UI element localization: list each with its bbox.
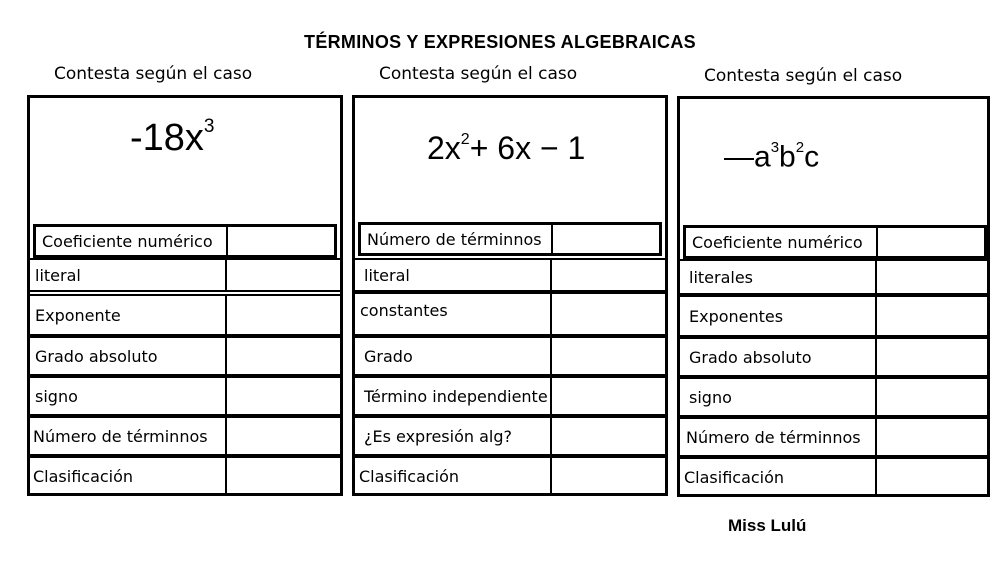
- answer-field[interactable]: [225, 258, 341, 292]
- expression-2: [427, 130, 585, 167]
- answer-field[interactable]: [226, 225, 334, 257]
- row-label: Clasificación: [359, 466, 460, 486]
- instruction-3: Contesta según el caso: [704, 66, 903, 86]
- answer-field[interactable]: [550, 456, 666, 496]
- table-row: [677, 457, 990, 497]
- row-label: Coeficiente numérico: [42, 231, 213, 251]
- row-label: Número de términnos: [367, 229, 542, 249]
- expression-term: —a: [724, 140, 771, 174]
- row-label: Grado absoluto: [689, 347, 812, 367]
- exponent: 3: [203, 116, 215, 137]
- table-row: [27, 456, 343, 496]
- row-label: Clasificación: [33, 466, 134, 486]
- answer-field[interactable]: [551, 223, 659, 255]
- table-row: [27, 416, 343, 456]
- expression-term: + 6x − 1: [469, 130, 586, 166]
- row-label: signo: [689, 387, 732, 407]
- row-label: Exponentes: [689, 306, 784, 326]
- table-row: [352, 336, 668, 376]
- row-label: literal: [35, 265, 81, 285]
- table-row: [677, 259, 990, 295]
- expression-term: b: [779, 140, 796, 174]
- expression-term: 2x: [427, 130, 461, 166]
- table-row: [352, 292, 668, 336]
- row-label: signo: [35, 386, 78, 406]
- answer-field[interactable]: [225, 376, 341, 416]
- row-label: literal: [364, 265, 410, 285]
- row-label: literales: [689, 267, 754, 287]
- table-row: [352, 456, 668, 496]
- table-row: [352, 376, 668, 416]
- instruction-1: Contesta según el caso: [54, 64, 253, 84]
- answer-field[interactable]: [225, 456, 341, 496]
- answer-field[interactable]: [550, 336, 666, 376]
- row-label: Grado absoluto: [35, 346, 158, 366]
- table-row: [677, 295, 990, 337]
- table-row: [33, 224, 337, 258]
- row-label: ¿Es expresión alg?: [364, 426, 512, 446]
- answer-field[interactable]: [550, 258, 666, 292]
- table-row: [27, 294, 343, 336]
- table-row: [677, 377, 990, 417]
- exponent: 2: [460, 130, 470, 148]
- author-signature: Miss Lulú: [728, 516, 807, 535]
- exponent: 2: [795, 139, 805, 156]
- answer-field[interactable]: [875, 417, 988, 457]
- answer-field[interactable]: [550, 376, 666, 416]
- expression-1: [130, 116, 215, 160]
- row-label: constantes: [360, 300, 448, 320]
- answer-field[interactable]: [875, 337, 988, 377]
- table-row: [358, 222, 662, 256]
- row-label: Exponente: [35, 305, 121, 325]
- row-label: Término independiente: [364, 386, 548, 406]
- answer-field[interactable]: [225, 336, 341, 376]
- table-row: [677, 417, 990, 457]
- answer-field[interactable]: [875, 295, 988, 337]
- row-label: Clasificación: [684, 467, 785, 487]
- table-row: [27, 376, 343, 416]
- answer-field[interactable]: [550, 416, 666, 456]
- exponent: 3: [770, 139, 780, 156]
- answer-field[interactable]: [875, 259, 988, 295]
- table-row: [352, 258, 668, 292]
- table-row: [677, 337, 990, 377]
- row-label: Grado: [364, 346, 413, 366]
- row-label: Número de términnos: [686, 427, 861, 447]
- answer-field[interactable]: [875, 377, 988, 417]
- table-row: [27, 258, 343, 292]
- table-row: [683, 225, 987, 259]
- table-row: [352, 416, 668, 456]
- instruction-2: Contesta según el caso: [379, 64, 578, 84]
- expression-term: c: [804, 140, 820, 174]
- answer-field[interactable]: [225, 416, 341, 456]
- table-row: [27, 336, 343, 376]
- answer-field[interactable]: [875, 457, 988, 497]
- answer-field[interactable]: [225, 294, 341, 336]
- row-label: Número de términnos: [33, 426, 208, 446]
- answer-field[interactable]: [550, 292, 666, 336]
- row-label: Coeficiente numérico: [692, 232, 863, 252]
- answer-field[interactable]: [876, 226, 984, 258]
- expression-term: -18x: [130, 117, 204, 160]
- page-title: TÉRMINOS Y EXPRESIONES ALGEBRAICAS: [304, 32, 696, 52]
- expression-3: [724, 139, 819, 174]
